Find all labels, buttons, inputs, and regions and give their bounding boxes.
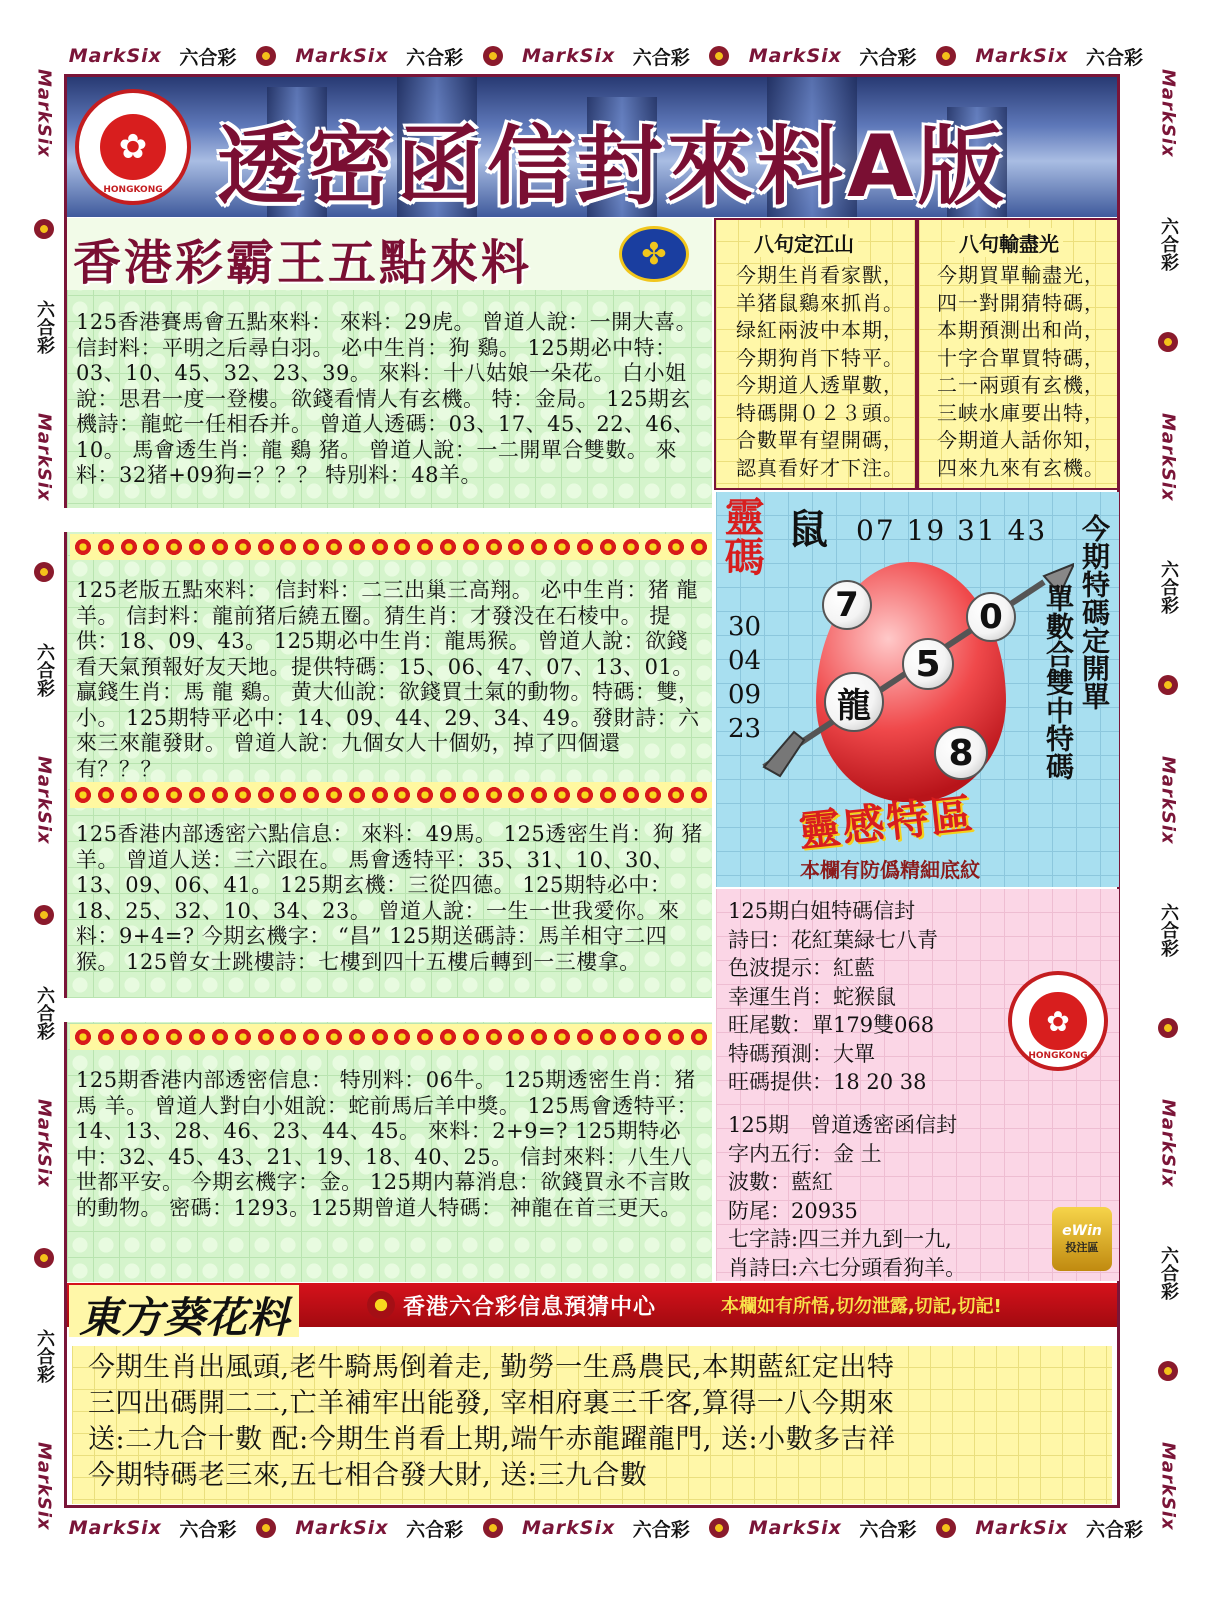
top-border-strip xyxy=(60,38,1152,74)
brand-zh: 六合彩 xyxy=(179,46,237,69)
seal-ring-text: HONGKONG xyxy=(1028,1051,1088,1062)
bottom-line: 三四出碼開二二,亡羊補牢出能發, 宰相府裏三千客,算得一八今期來 xyxy=(88,1388,895,1419)
brand-en: MarkSix xyxy=(295,1517,389,1539)
baijie-line: 字内五行：金 土 xyxy=(728,1141,882,1166)
brand-en: MarkSix xyxy=(1157,1098,1179,1188)
poem-line: 今期狗肖下特平。 xyxy=(736,345,904,370)
brand-zh: 六合彩 xyxy=(34,642,55,697)
flower-icon xyxy=(254,44,278,68)
bauhinia-icon: ✿ xyxy=(100,114,167,181)
baijie-line: 特碼預測：大單 xyxy=(728,1041,875,1066)
brand-zh: 六合彩 xyxy=(34,985,55,1040)
number-ball: 5 xyxy=(902,638,954,690)
bottom-line: 今期特碼老三來,五七相合發大財, 送:三九合數 xyxy=(88,1460,648,1491)
hk-seal-logo xyxy=(75,89,191,205)
lingma-vertical-text2: 單數合雙中特碼 xyxy=(1042,584,1075,780)
brand-zh: 六合彩 xyxy=(406,46,464,69)
brand-zh: 六合彩 xyxy=(1086,1518,1144,1541)
brand-zh: 六合彩 xyxy=(859,46,917,69)
number-item: 23 xyxy=(728,714,762,744)
flower-icon xyxy=(481,44,505,68)
bottom-border-strip xyxy=(60,1510,1152,1546)
para-six-points: 125香港内部透密六點信息： 來料：49馬。 125透密生肖：狗 猪 羊。 曾道人送：三六跟在。 馬會透特平：35、31、10、30、13、09、06、41。 125期玄機：三從四德。 125期特必中：18、25、32、10、34、23。 曾道人說：一生一世我愛你。來料：9+4=? 今期玄機字： “昌” 125期送碼詩：馬羊相守二四猴。 125曾女士跳樓詩：七樓到四十五樓后轉到一三樓拿。 xyxy=(76,822,703,974)
number-item: 09 xyxy=(728,680,762,710)
brand-zh: 六合彩 xyxy=(632,1518,690,1541)
brand-en: MarkSix xyxy=(1157,755,1179,845)
brand-en: MarkSix xyxy=(33,1098,55,1188)
flower-icon xyxy=(934,1516,958,1540)
baijie-section2 xyxy=(728,1111,966,1282)
flower-icon xyxy=(32,217,56,241)
poem-line: 今期道人話你知， xyxy=(937,428,1105,452)
emblem-icon xyxy=(367,1291,395,1319)
left-border-strip xyxy=(26,40,62,1560)
lingma-footer: 本欄有防僞精細底紋 xyxy=(800,858,980,882)
brand-zh: 六合彩 xyxy=(1158,559,1179,614)
poem-left-title: 八句定江山 xyxy=(750,228,858,257)
flower-icon xyxy=(32,560,56,584)
poem-line: 四來九來有玄機。 xyxy=(937,455,1105,480)
brand-en: MarkSix xyxy=(33,1441,55,1531)
baijie-title: 125期白姐特碼信封 xyxy=(728,899,916,923)
brand-en: MarkSix xyxy=(33,69,55,159)
poem-right-box xyxy=(917,218,1119,490)
para-old-version: 125老版五點來料： 信封料：二三出巢三高翔。 必中生肖：猪 龍 羊。 信封料：龍前猪后繞五圈。猜生肖：才發没在石棱中。 提供：18、09、43。 125期必中生肖：龍馬猴。 曾道人說：欲錢看天氣預報好友天地。提供特碼：15、06、47、07、13、01。 贏錢生肖：馬 龍 鷄。 黄大仙說：欲錢買土氣的動物。特碼：雙，小。 125期特平必中：14、09、44、29、34、49。發財詩：六來三來龍發財。 曾道人說：九個女人十個奶，掉了四個還有？？？ xyxy=(76,578,700,781)
baijie-line: 旺碼提供：18 20 38 xyxy=(728,1070,927,1094)
poem-left-lines xyxy=(736,262,904,482)
poem-left-box xyxy=(714,218,917,490)
lingma-animal: 鼠 xyxy=(788,507,828,553)
bottom-lines xyxy=(88,1350,896,1494)
flower-icon xyxy=(1156,1016,1180,1040)
poem-line: 十字合單買特碼， xyxy=(937,345,1105,370)
baijie-line: 詩曰：花紅葉緑七八青 xyxy=(728,927,938,952)
brand-en: MarkSix xyxy=(68,1517,162,1539)
number-item: 30 xyxy=(728,612,762,642)
para-inside-info: 125期香港内部透密信息： 特別料：06牛。 125期透密生肖：猪 馬 羊。 曾道人對白小姐說：蛇前馬后羊中獎。 125馬會透特平：14、13、28、46、23、44、45。 來料：2+9=? 125期特必中：32、45、43、21、19、18、40、25。 信封來料：八生八世都平安。 今期玄機字：金。 125期内幕消息：欲錢買永不言敗的動物。 密碼：1293。125期曾道人特碼： 神龍在首三更天。 xyxy=(76,1068,699,1220)
poem-right-title: 八句輸盡光 xyxy=(955,228,1063,257)
lingma-stamp: 靈感特區 xyxy=(796,788,977,857)
poem-line: 認真看好才下注。 xyxy=(736,455,904,480)
flower-icon xyxy=(254,1516,278,1540)
white-bar xyxy=(40,508,720,532)
flower-icon xyxy=(1156,1359,1180,1383)
para-five-points: 125香港賽馬會五點來料： 來料：29虎。 曾道人說：一開大喜。 信封料：平明之后尋白羽。 必中生肖：狗 鷄。 125期必中特：03、10、45、32、23、39。 來料：十八姑娘一朵花。 白小姐說：思君一度一登樓。欲錢看情人有玄機。 特：金局。 125期玄機詩：龍蛇一任相呑并。 曾道人透碼：03、17、45、22、46、10。 馬會透生肖：龍 鷄 猪。 曾道人說：一二開單合雙數。 來料：32猪+09狗=？？？ 特別料：48羊。 xyxy=(76,310,698,487)
poem-line: 今期生肖看家獸， xyxy=(736,263,904,287)
bottom-text-panel xyxy=(72,1346,1112,1504)
flower-icon xyxy=(707,44,731,68)
brand-en: MarkSix xyxy=(1157,1441,1179,1531)
flower-icon xyxy=(1156,673,1180,697)
brand-zh: 六合彩 xyxy=(1158,903,1179,958)
lingma-panel xyxy=(716,492,1119,887)
bottom-center-label: 香港六合彩信息預猜中心 xyxy=(403,1295,657,1320)
ewin-logo-icon xyxy=(1052,1207,1112,1271)
header-banner xyxy=(67,77,1117,217)
bauhinia-icon: ✿ xyxy=(1029,992,1086,1049)
bottom-title-band xyxy=(67,1283,1117,1342)
bottom-title: 東方葵花料 xyxy=(69,1285,299,1337)
jockey-club-logo-icon: ✤ xyxy=(619,226,689,282)
lingma-animal-numbers: 07 19 31 43 xyxy=(856,514,1048,547)
flower-icon xyxy=(32,903,56,927)
brand-zh: 六合彩 xyxy=(179,1518,237,1541)
white-bar xyxy=(60,998,722,1022)
flower-divider xyxy=(70,534,712,560)
brand-en: MarkSix xyxy=(33,412,55,502)
seal-ring-text: HONGKONG xyxy=(103,184,163,195)
brand-zh: 六合彩 xyxy=(1158,1246,1179,1301)
bottom-warning: 本欄如有所悟,切勿泄露,切記,切記! xyxy=(721,1296,1002,1317)
flower-icon xyxy=(481,1516,505,1540)
brand-en: MarkSix xyxy=(295,45,389,67)
brand-en: MarkSix xyxy=(68,45,162,67)
poem-right-lines xyxy=(937,262,1105,482)
poem-line: 特碼開０２３頭。 xyxy=(736,400,904,425)
baijie-line: 色波提示：紅藍 xyxy=(728,956,875,980)
ewin-sub: 投注區 xyxy=(1065,1241,1099,1254)
baijie-line: 波數：藍紅 xyxy=(728,1170,833,1194)
poem-line: 本期預測出和尚， xyxy=(937,318,1105,342)
lingma-label: 靈碼 xyxy=(718,496,764,576)
baijie-line: 幸運生肖：蛇猴鼠 xyxy=(728,984,896,1009)
ewin-label: eWin xyxy=(1062,1223,1102,1239)
poem-line: 今期道人透單數， xyxy=(736,373,904,397)
brand-en: MarkSix xyxy=(748,1517,842,1539)
poem-line: 羊猪鼠鷄來抓肖。 xyxy=(736,290,904,315)
brand-zh: 六合彩 xyxy=(1158,216,1179,271)
brand-zh: 六合彩 xyxy=(34,1328,55,1383)
brand-en: MarkSix xyxy=(748,45,842,67)
number-ball: 7 xyxy=(822,580,872,630)
number-ball: 8 xyxy=(934,726,988,780)
bottom-line: 送:二九合十數 配:今期生肖看上期,端午赤龍躍龍門, 送:小數多吉祥 xyxy=(88,1424,896,1455)
baijie-section1 xyxy=(728,897,938,1097)
number-item: 04 xyxy=(728,646,762,676)
poem-line: 合數單有望開碼， xyxy=(736,428,904,452)
baijie-line: 七字詩:四三并九到一九, xyxy=(728,1227,952,1251)
hk-seal-logo xyxy=(1008,971,1108,1071)
brand-zh: 六合彩 xyxy=(1086,46,1144,69)
brand-zh: 六合彩 xyxy=(406,1518,464,1541)
right-border-strip xyxy=(1150,40,1186,1560)
flower-icon xyxy=(934,44,958,68)
poem-line: 三峡水庫要出特， xyxy=(937,400,1105,425)
poem-line: 四一對開猜特碼， xyxy=(937,290,1105,315)
poem-line: 今期買單輸盡光， xyxy=(937,263,1105,287)
poem-line: 二一兩頭有玄機， xyxy=(937,373,1105,397)
flower-icon xyxy=(1156,330,1180,354)
brand-zh: 六合彩 xyxy=(859,1518,917,1541)
baijie-section2-title: 125期 曾道透密函信封 xyxy=(728,1113,958,1137)
dragon-ball: 龍 xyxy=(824,672,884,732)
flower-divider xyxy=(70,782,712,808)
left-panel-title-bar xyxy=(67,218,712,290)
baijie-line: 肖詩曰:六七分頭看狗羊。 xyxy=(728,1255,967,1280)
brand-zh: 六合彩 xyxy=(632,46,690,69)
left-panel-title: 香港彩霸王五點來料 xyxy=(73,235,533,291)
lingma-vertical-text1: 今期特碼定開單 xyxy=(1078,514,1111,710)
baijie-panel xyxy=(716,889,1119,1281)
baijie-line: 防尾：20935 xyxy=(728,1198,858,1223)
flower-icon xyxy=(707,1516,731,1540)
brand-en: MarkSix xyxy=(1157,69,1179,159)
poem-line: 绿紅兩波中本期， xyxy=(736,318,904,342)
flower-icon xyxy=(32,1246,56,1270)
brand-en: MarkSix xyxy=(1157,412,1179,502)
brand-en: MarkSix xyxy=(522,1517,616,1539)
brand-zh: 六合彩 xyxy=(34,299,55,354)
brand-en: MarkSix xyxy=(975,1517,1069,1539)
brand-en: MarkSix xyxy=(975,45,1069,67)
brand-en: MarkSix xyxy=(33,755,55,845)
brand-en: MarkSix xyxy=(522,45,616,67)
page-title: 透密函信封來料A版 xyxy=(217,117,1008,217)
baijie-line: 旺尾數：單179雙068 xyxy=(728,1013,935,1037)
number-ball: 0 xyxy=(966,592,1016,642)
bottom-line: 今期生肖出風頭,老牛騎馬倒着走, 勤勞一生爲農民,本期藍紅定出特 xyxy=(88,1352,895,1383)
flower-divider xyxy=(70,1024,712,1050)
